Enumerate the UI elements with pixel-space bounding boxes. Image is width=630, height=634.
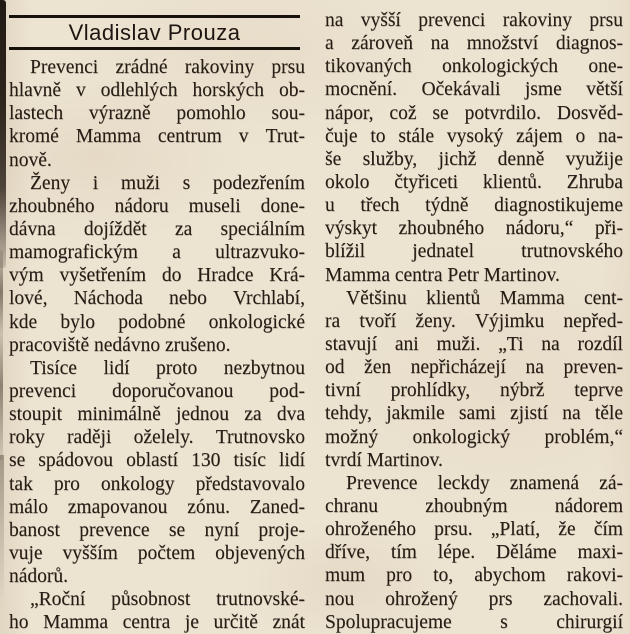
text-line: možný onkologický problém,“ xyxy=(325,426,623,448)
text-line: vuje vyšším počtem objevených xyxy=(9,542,305,564)
text-line: tak pro onkology představovalo xyxy=(9,473,305,495)
text-line: výskyt zhoubného nádoru,“ při- xyxy=(325,218,623,240)
text-line: kromé Mamma centrum v Trut- xyxy=(9,126,305,148)
text-line: blížil jednatel trutnovského xyxy=(325,241,623,263)
text-line: lové, Náchoda nebo Vrchlabí, xyxy=(9,288,305,310)
text-line: ra tvoří ženy. Výjimku nepřed- xyxy=(325,310,623,332)
text-line: se spádovou oblastí 130 tisíc lidí xyxy=(9,450,305,472)
left-column xyxy=(9,0,305,634)
text-line: stoupit minimálně jednou za dva xyxy=(9,404,305,426)
text-line: Tisíce lidí proto nezbytnou xyxy=(30,357,305,379)
text-line: Mamma centra Petr Martinov. xyxy=(325,264,560,286)
byline-box xyxy=(9,15,300,50)
text-line: čuje to stále vysoký zájem o na- xyxy=(325,125,623,147)
text-line: Prevenci zrádné rakoviny prsu xyxy=(30,57,305,78)
text-line: „Roční působnost trutnovské- xyxy=(30,589,305,611)
text-line: a zároveň na množství diagnos- xyxy=(325,33,623,55)
text-line: ho Mamma centra je určitě znát xyxy=(9,612,305,634)
text-line: u třech týdně diagnostikujeme xyxy=(325,195,623,217)
right-column-text xyxy=(325,9,623,634)
text-line: še služby, jichž denně využije xyxy=(325,148,623,170)
text-line: málo zmapovanou zónu. Zaned- xyxy=(9,496,305,518)
scan-edge-artifact xyxy=(0,0,6,268)
text-line: tikovaných onkologických one- xyxy=(325,56,623,78)
text-line: prevenci doporučovanou pod- xyxy=(9,380,305,402)
text-line: chranu zhoubným nádorem xyxy=(325,495,623,517)
text-line: dříve, tím lépe. Děláme maxi- xyxy=(325,542,623,564)
text-line: banost prevence se nyní proje- xyxy=(9,519,305,541)
text-line: nádorů. xyxy=(9,566,69,588)
text-line: lastech výrazně pomohlo sou- xyxy=(9,103,305,125)
scan-edge-artifact xyxy=(0,455,4,605)
text-line: okolo čtyřiceti klientů. Zhruba xyxy=(325,171,623,193)
text-line: nápor, což se potvrdilo. Dosvěd- xyxy=(325,102,623,124)
text-line: Prevence leckdy znamená zá- xyxy=(346,472,623,494)
text-line: Většinu klientů Mamma cent- xyxy=(346,287,623,309)
scan-edge-artifact xyxy=(0,250,3,460)
text-line: vým vyšetřením do Hradce Krá- xyxy=(9,265,305,287)
text-line: dávna dojíždět za speciálním xyxy=(9,218,305,240)
right-column xyxy=(325,0,623,634)
text-line: od žen nepřicházejí na preven- xyxy=(325,357,623,379)
text-line: roky raději oželely. Trutnovsko xyxy=(9,427,305,449)
byline-author: Vladislav Prouza xyxy=(68,20,241,45)
text-line: zhoubného nádoru museli done- xyxy=(9,195,305,217)
text-line: stavují ani muži. „Ti na rozdíl xyxy=(325,333,623,355)
text-line: mum pro to, abychom rakovi- xyxy=(325,565,623,587)
text-line: tivní prohlídky, nýbrž teprve xyxy=(325,380,623,402)
text-line: mamografickým a ultrazvuko- xyxy=(9,242,305,264)
text-line: pracoviště nedávno zrušeno. xyxy=(9,334,231,356)
text-line: tehdy, jakmile sami zjistí na těle xyxy=(325,403,623,425)
text-line: nou ohrožený prs zachovali. xyxy=(325,588,623,610)
left-column-text xyxy=(9,56,305,634)
text-line: Spolupracujeme s chirurgií xyxy=(325,611,623,633)
text-line: mocnění. Očekávali jsme větší xyxy=(325,79,623,101)
text-line: nově. xyxy=(9,149,52,171)
text-line: na vyšší prevenci rakoviny prsu xyxy=(325,10,623,31)
text-line: ohroženého prsu. „Platí, že čím xyxy=(325,519,623,541)
text-line: kde bylo podobné onkologické xyxy=(9,311,305,333)
text-line: Ženy i muži s podezřením xyxy=(30,172,305,194)
text-line: tvrdí Martinov. xyxy=(325,449,443,471)
text-line: hlavně v odlehlých horských ob- xyxy=(9,80,305,102)
